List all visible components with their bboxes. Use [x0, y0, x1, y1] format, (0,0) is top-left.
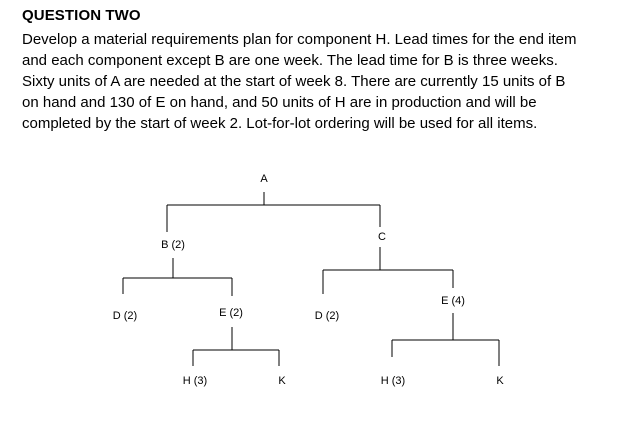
node-d-b: D (2)	[112, 310, 138, 322]
question-heading: QUESTION TWO	[22, 7, 141, 24]
node-k-c: K	[496, 375, 504, 387]
node-c: C	[378, 231, 386, 243]
node-e-c: E (4)	[441, 295, 465, 307]
problem-line: on hand and 130 of E on hand, and 50 units of H are in production and will be	[22, 94, 537, 111]
problem-line: and each component except B are one week. The lead time for B is three weeks.	[22, 52, 558, 69]
problem-line: Sixty units of A are needed at the start of week 8. There are currently 15 units of B	[22, 73, 566, 90]
node-e-b: E (2)	[219, 307, 243, 319]
node-a: A	[260, 173, 268, 185]
node-h-b: H (3)	[182, 375, 208, 387]
problem-line: Develop a material requirements plan for component H. Lead times for the end item	[22, 31, 577, 48]
node-h-c: H (3)	[380, 375, 406, 387]
node-d-c: D (2)	[314, 310, 340, 322]
problem-line: completed by the start of week 2. Lot-for-lot ordering will be used for all items.	[22, 115, 538, 132]
node-b: B (2)	[161, 239, 185, 251]
node-k-b: K	[278, 375, 286, 387]
